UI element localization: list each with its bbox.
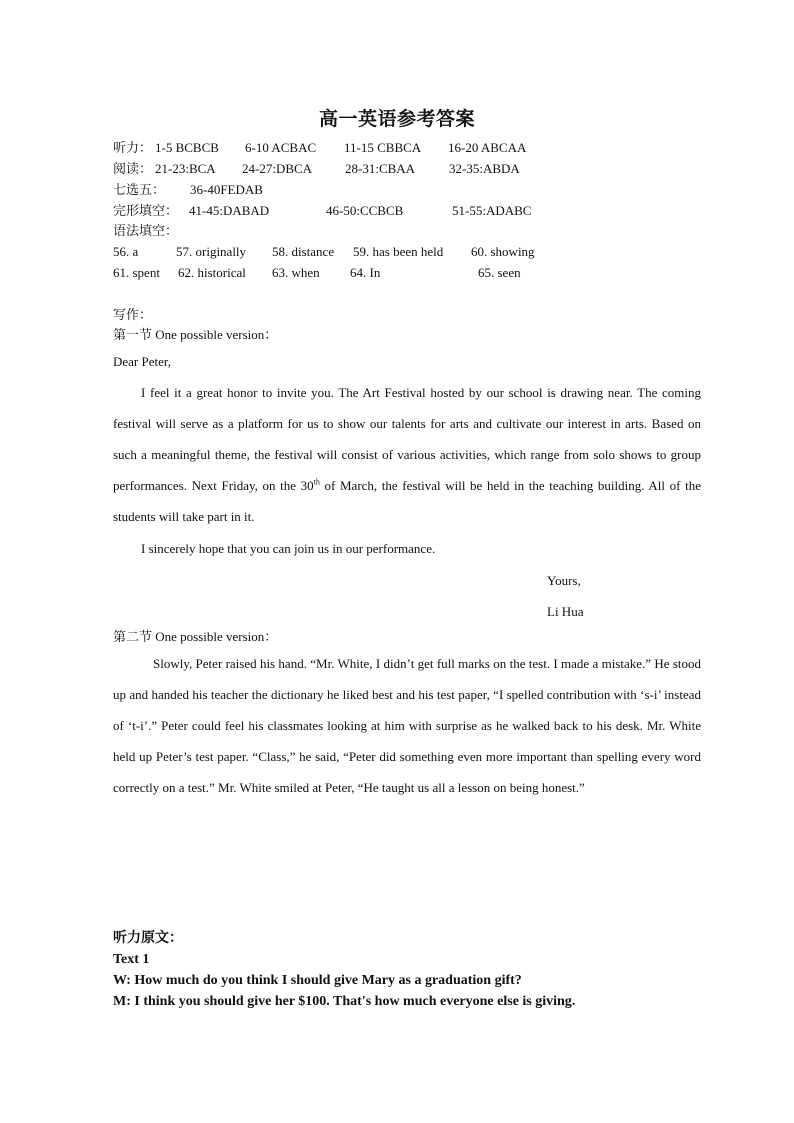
cloze-label: 完形填空：: [113, 203, 179, 218]
reading-label: 阅读：: [113, 161, 153, 176]
grammar-answer: 57. originally: [176, 244, 247, 259]
letter-greeting: Dear Peter,: [113, 354, 171, 369]
writing-label: 写作：: [113, 307, 153, 322]
cloze-answer: 41-45:DABAD: [189, 203, 270, 218]
letter-paragraph: I feel it a great honor to invite you. The Art Festival hosted by our school is drawing near. The coming festival will serve as a platform for us to show our talents for arts and cultivate our interest in arts. Based on such a meaningful theme, the festival will consist of various activities, which range from solo shows to group performances. Next Friday, on the 30th of March, the festival will be held in the teaching building. All of the students will take part in it.: [113, 385, 701, 524]
letter-paragraph: I sincerely hope that you can join us in our performance.: [141, 541, 436, 556]
letter-signature: Li Hua: [547, 604, 584, 619]
section1-label: 第一节 One possible version：: [113, 327, 278, 342]
grammar-answer: 56. a: [113, 244, 139, 259]
reading-answer: 32-35:ABDA: [449, 161, 520, 176]
letter-closing: Yours,: [547, 573, 581, 588]
reading-answer: 24-27:DBCA: [242, 161, 313, 176]
transcript-line-m: M: I think you should give her $100. That's how much everyone else is giving.: [113, 994, 576, 1009]
grammar-answer: 60. showing: [471, 244, 535, 259]
grammar-answer: 63. when: [272, 265, 320, 280]
grammar-answer: 61. spent: [113, 265, 160, 280]
reading-answer: 28-31:CBAA: [345, 161, 416, 176]
listening-answer: 6-10 ACBAC: [245, 140, 317, 155]
section2-label: 第二节 One possible version：: [113, 629, 278, 644]
story-paragraph: Slowly, Peter raised his hand. “Mr. White, I didn’t get full marks on the test. I made a mistake.” He stood up and handed his teacher the dictionary he liked best and his test paper, “I spelled contribution with ‘s-i’ instead of ‘t-i’.” Peter could feel his classmates looking at him with surprise as he walked back to his desk. Mr. White held up Peter’s test paper. “Class,” he said, “Peter did something even more important than spelling every word correctly on a test.” Mr. White smiled at Peter, “He taught us all a lesson on being honest.”: [113, 656, 701, 795]
grammar-label: 语法填空：: [113, 223, 179, 238]
listening-answer: 11-15 CBBCA: [344, 140, 422, 155]
transcript-line-w: W: How much do you think I should give Mary as a graduation gift?: [113, 973, 522, 988]
listening-answer: 1-5 BCBCB: [155, 140, 219, 155]
grammar-answer: 59. has been held: [353, 244, 444, 259]
grammar-answer: 58. distance: [272, 244, 335, 259]
grammar-answer: 64. In: [350, 265, 381, 280]
transcript-label: 听力原文：: [113, 931, 183, 946]
seven-five-answer: 36-40FEDAB: [190, 182, 263, 197]
listening-answer: 16-20 ABCAA: [448, 140, 527, 155]
grammar-answer: 62. historical: [178, 265, 246, 280]
listening-label: 听力：: [113, 140, 153, 155]
seven-five-label: 七选五：: [113, 182, 166, 197]
cloze-answer: 51-55:ADABC: [452, 203, 532, 218]
page-title: 高一英语参考答案: [318, 109, 475, 130]
transcript-text-label: Text 1: [113, 952, 150, 967]
reading-answer: 21-23:BCA: [155, 161, 216, 176]
cloze-answer: 46-50:CCBCB: [326, 203, 404, 218]
grammar-answer: 65. seen: [478, 265, 521, 280]
